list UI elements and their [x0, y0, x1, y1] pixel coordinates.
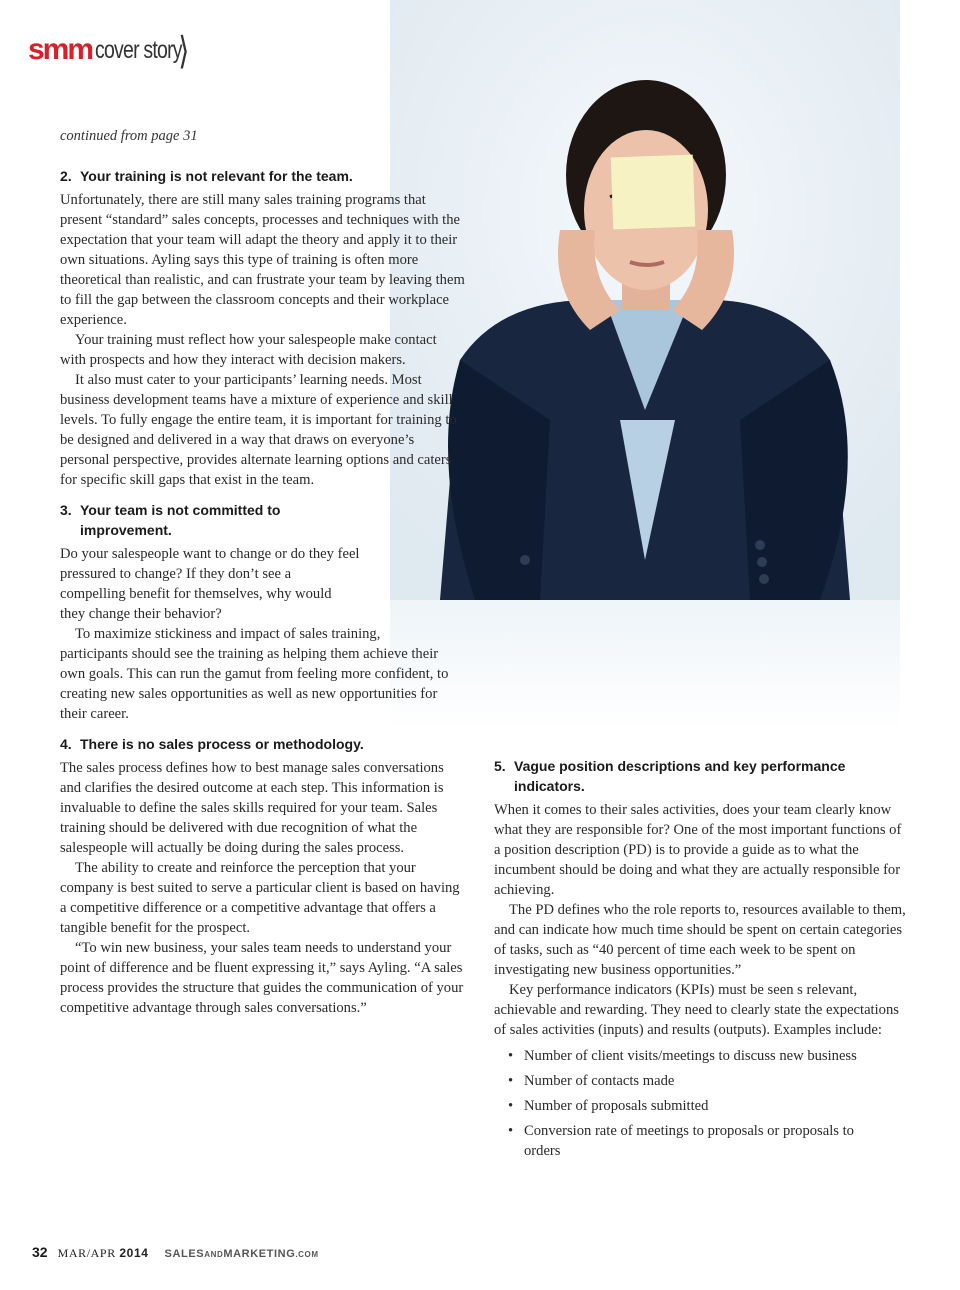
- section-3-heading: 3. Your team is not committed to improvement.: [60, 502, 281, 538]
- section-5-paragraph: The PD defines who the role reports to, resources available to them, and can indicate how much time should be spent on certain categories of tasks, such as “40 percent of time each week to be spent on investigating new business opportunities.”: [494, 902, 906, 978]
- cover-photo: [390, 0, 900, 730]
- left-column: [60, 126, 465, 1018]
- section-3-paragraph: To maximize stickiness and impact of sales training, participants should see the training as helping them achieve their own goals. This can run the gamut from feeling more confident, to creating new sales opportunities as well as new opportunities for their career.: [60, 626, 449, 722]
- kpi-examples-list: [494, 1046, 906, 1161]
- section-2-paragraph: It also must cater to your participants’ learning needs. Most business development teams have a mixture of experience and skill levels. To fully engage the entire team, it is important for training to be designed and delivered in a way that draws on everyone’s personal perspective, provides alternate learning options and caters for specific skill gaps that exist in the team.: [60, 372, 457, 488]
- website-url: SALESANDMARKETING.COM: [164, 1248, 319, 1260]
- section-2-heading: 2. Your training is not relevant for the team.: [60, 168, 353, 184]
- page-footer: [32, 1244, 319, 1261]
- section-3-paragraph: Do your salespeople want to change or do they feel pressured to change? If they don’t see a compelling benefit for themselves, why would they change their behavior?: [60, 546, 360, 622]
- section-5-heading: 5. Vague position descriptions and key performance indicators.: [494, 758, 846, 794]
- section-5-paragraph: Key performance indicators (KPIs) must be seen s relevant, achievable and rewarding. They need to clearly state the expectations of sales activities (inputs) and results (outputs). Examples include:: [494, 982, 899, 1038]
- section-4-heading: 4. There is no sales process or methodology.: [60, 736, 364, 752]
- businesswoman-sticky-note-illustration: [390, 0, 900, 730]
- list-item: • Conversion rate of meetings to proposals or proposals to orders: [494, 1121, 864, 1161]
- continued-note: continued from page 31: [60, 128, 198, 144]
- section-4-paragraph: The sales process defines how to best manage sales conversations and clarifies the desired outcome at each step. This information is invaluable to define the sales skills required for your team. Sales training should be delivered with due recognition of what the salespeople will actually be doing during the sales process.: [60, 760, 444, 856]
- page-number: 32: [32, 1244, 48, 1260]
- section-5-paragraph: When it comes to their sales activities, does your team clearly know what they are responsible for? One of the most important functions of a position description (PD) is to provide a guide as to what the incumbent should be doing and what they are actually responsible for achieving.: [494, 802, 902, 898]
- right-column: [494, 756, 906, 1166]
- section-header: [28, 30, 189, 70]
- section-2-paragraph: Unfortunately, there are still many sales training programs that present “standard” sales concepts, processes and techniques with the expectation that your team will adapt the theory and apply it to their own situations. Ayling says this type of training is often more theoretical than realistic, and can frustrate your team by leaving them to fill the gap between the classroom concepts and their workplace experience.: [60, 192, 465, 328]
- list-item: • Number of contacts made: [494, 1071, 906, 1091]
- section-4-paragraph: “To win new business, your sales team needs to understand your point of difference and be fluent expressing it,” says Ayling. “A sales process provides the structure that guides the communication of your competitive advantage through sales conversations.”: [60, 940, 464, 1016]
- issue-date: MAR/APR 2014: [57, 1246, 149, 1260]
- smm-logo: smm: [28, 33, 93, 66]
- section-title: cover story: [95, 35, 182, 64]
- chevron-right-icon: ⟩: [178, 29, 190, 71]
- section-2-paragraph: Your training must reflect how your salespeople make contact with prospects and how they interact with decision makers.: [60, 332, 437, 368]
- section-4-paragraph: The ability to create and reinforce the perception that your company is best suited to serve a particular client is based on having a competitive difference or a competitive advantage that offers a tangible benefit for the prospect.: [60, 860, 460, 936]
- list-item: • Number of client visits/meetings to discuss new business: [494, 1046, 906, 1066]
- list-item: • Number of proposals submitted: [494, 1096, 906, 1116]
